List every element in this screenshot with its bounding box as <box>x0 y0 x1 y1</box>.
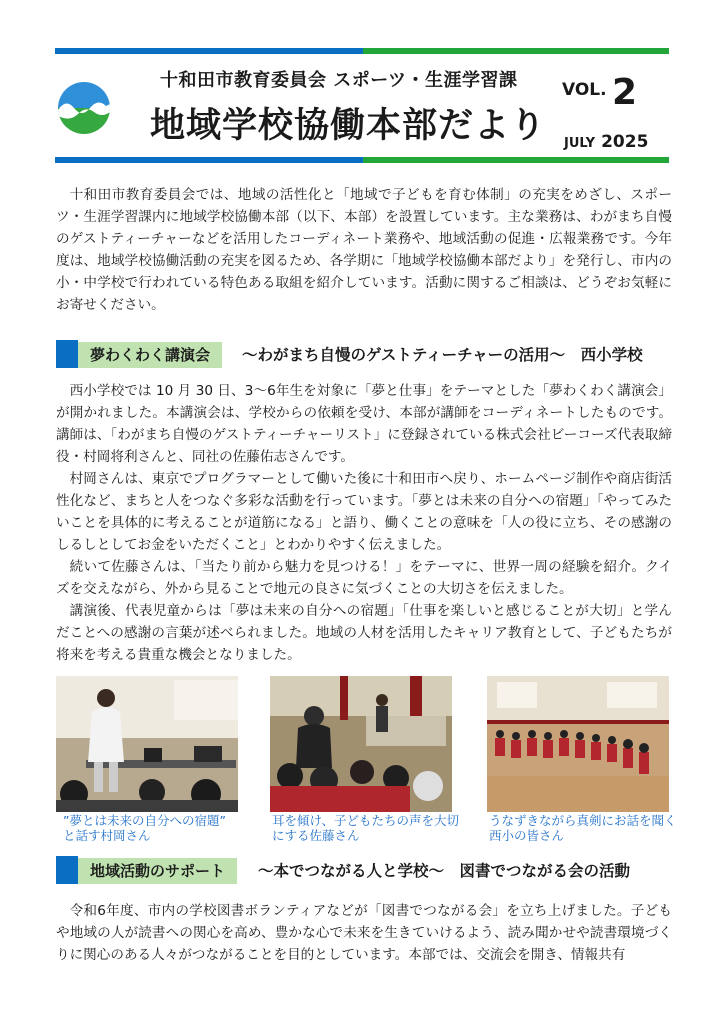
section-1-label: 夢わくわく講演会 <box>78 342 222 368</box>
caption-photo-2 <box>272 813 459 843</box>
header-bottom-bar <box>55 157 669 163</box>
section-2-label: 地域活動のサポート <box>78 858 237 884</box>
section-1-header <box>56 340 672 368</box>
section-1-heading: ～わがまち自慢のゲストティーチャーの活用～ 西小学校 <box>242 346 643 364</box>
section-2-marker <box>56 856 78 884</box>
photo-speaker-sato <box>270 676 452 812</box>
caption-photo-1 <box>63 813 226 843</box>
issue-year: 2025 <box>601 132 649 152</box>
section-2-heading: ～本でつながる人と学校～ 図書でつながる会の活動 <box>258 862 631 880</box>
caption-photo-1-line-1: ”夢とは未来の自分への宿題” <box>63 813 226 828</box>
city-logo-icon <box>58 82 110 134</box>
section-1-paragraph-2: 村岡さんは、東京でプログラマーとして働いた後に十和田市へ戻り、ホームページ制作や商店街活性化など、まちと人をつなぐ多彩な活動を行っています。「夢とは未来の自分への宿題」「やってみたいことを具体的に考えることが道筋になる」と語り、働くことの意味を「人の役に立ち、その感謝のしるしとしてお金をいただくこと」とわかりやすく伝えました。 <box>56 471 672 553</box>
caption-photo-1-line-2: と話す村岡さん <box>63 828 151 843</box>
section-2-paragraph: 令和6年度、市内の学校図書ボランティアなどが「図書でつながる会」を立ち上げました。子どもや地域の人が読書への関心を高め、豊かな心で未来を生きていけるよう、読み聞かせや読書環境づくりに関心のある人々がつながることを目的としています。本部では、交流会を開き、情報共有 <box>56 903 672 963</box>
org-name: 十和田市教育委員会 スポーツ・生涯学習課 <box>160 70 518 91</box>
section-1-marker <box>56 340 78 368</box>
caption-photo-3-line-1: うなずきながら真剣にお話を聞く <box>489 813 677 828</box>
section-1-paragraph-4: 講演後、代表児童からは「夢は未来の自分への宿題」「仕事を楽しいと感じることが大切」と学んだことへの感謝の言葉が述べられました。地域の人材を活用したキャリア教育として、子どもたちが将来を考える貴重な機会となりました。 <box>56 603 672 663</box>
photo-speaker-muraoka <box>56 676 238 812</box>
section-1-paragraph-1: 西小学校では 10 月 30 日、3～6年生を対象に「夢と仕事」をテーマとした「夢わくわく講演会」が開かれました。本講演会は、学校からの依頼を受け、本部が講師をコーディネートしたものです。講師は、「わがまち自慢のゲストティーチャーリスト」に登録されている株式会社ビーコーズ代表取締役・村岡将利さんと、同社の佐藤佑志さんです。 <box>56 383 672 465</box>
issue-month: JULY <box>564 136 596 151</box>
photo-students-listening <box>487 676 669 812</box>
section-1-paragraph-3: 続いて佐藤さんは、「当たり前から魅力を見つける！」をテーマに、世界一周の経験を紹介。クイズを交えながら、外から見ることで地元の良さに気づくことの大切さを伝えました。 <box>56 559 672 597</box>
newsletter-title: 地域学校協働本部だより <box>150 106 547 146</box>
intro-paragraph: 十和田市教育委員会では、地域の活性化と「地域で子どもを育む体制」の充実をめざし、スポーツ・生涯学習課内に地域学校協働本部（以下、本部）を設置しています。主な業務は、わがまち自慢のゲストティーチャーなどを活用したコーディネート業務や、地域活動の促進・広報業務です。今年度は、地域学校協働活動の充実を図るため、各学期に「地域学校協働本部だより」を発行し、市内の小・中学校で行われている特色ある取組を紹介しています。活動に関するご相談は、どうぞお気軽にお寄せください。 <box>56 187 672 313</box>
vol-number: 2 <box>612 72 638 113</box>
caption-photo-2-line-2: にする佐藤さん <box>272 828 360 843</box>
caption-photo-2-line-1: 耳を傾け、子どもたちの声を大切 <box>272 813 460 828</box>
caption-photo-3-line-2: 西小の皆さん <box>489 828 565 843</box>
issue-date <box>564 132 648 152</box>
caption-photo-3 <box>489 813 677 843</box>
header-top-bar <box>55 48 669 54</box>
section-2-header <box>56 856 672 884</box>
vol-label: VOL. <box>562 80 607 100</box>
